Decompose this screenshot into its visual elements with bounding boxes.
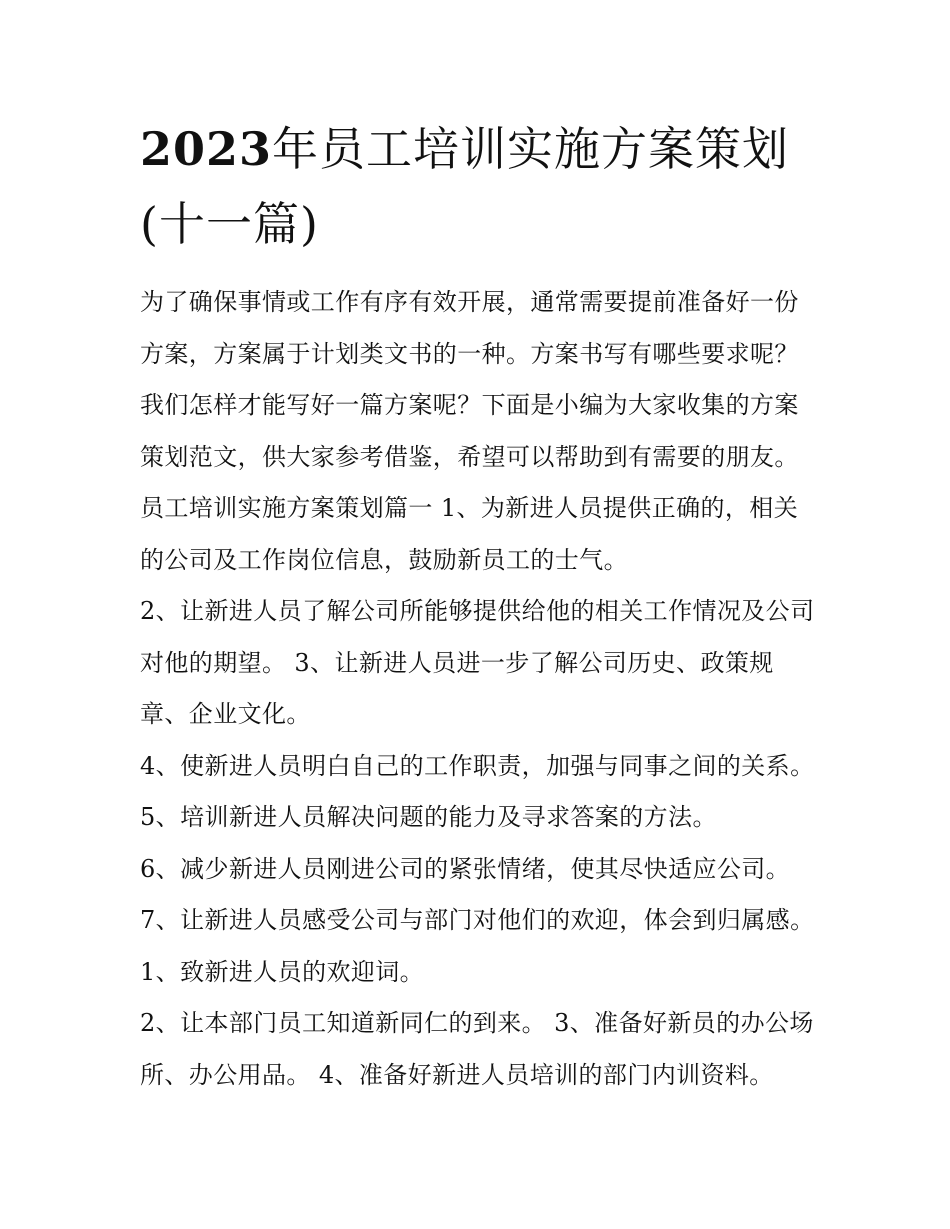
document-title xyxy=(140,112,840,262)
paragraph: 2、让新进人员了解公司所能够提供给他的相关工作情况及公司对他的期望。 3、让新进人员进一步了解公司历史、政策规章、企业文化。 xyxy=(140,597,815,728)
document-body xyxy=(140,277,820,1101)
paragraph: 7、让新进人员感受公司与部门对他们的欢迎，体会到归属感。 1、致新进人员的欢迎词。 xyxy=(140,906,815,986)
title-year: 2023 xyxy=(140,122,273,176)
paragraph: 4、使新进人员明白自己的工作职责，加强与同事之间的关系。 5、培训新进人员解决问题的能力及寻求答案的方法。 xyxy=(140,751,815,831)
paragraph: 6、减少新进人员刚进公司的紧张情绪，使其尽快适应公司。 xyxy=(140,854,791,883)
paragraph: 为了确保事情或工作有序有效开展，通常需要提前准备好一份方案，方案属于计划类文书的一种。方案书写有哪些要求呢？我们怎样才能写好一篇方案呢？下面是小编为大家收集的方案策划范文，供大家参考借鉴，希望可以帮助到有需要的朋友。员工培训实施方案策划篇一 1、为新进人员提供正确的，相关的公司及工作岗位信息，鼓励新员工的士气。 xyxy=(140,288,799,574)
paragraph: 2、让本部门员工知道新同仁的到来。 3、准备好新员的办公场所、办公用品。 4、准备好新进人员培训的部门内训资料。 xyxy=(140,1009,814,1089)
title-text: 年员工培训实施方案策划(十一篇) xyxy=(140,122,790,251)
